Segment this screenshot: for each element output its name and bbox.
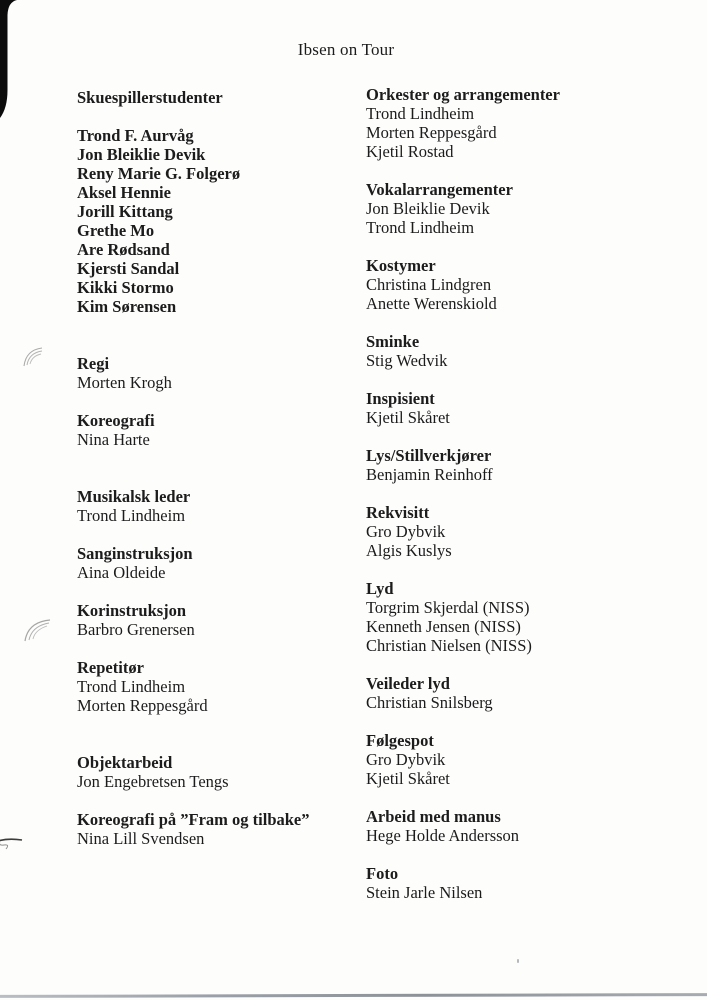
credit-section-heading: Veileder lyd — [366, 674, 450, 693]
credit-section-heading: Arbeid med manus — [366, 807, 501, 826]
credit-name: Christian Snilsberg — [366, 693, 493, 712]
credit-section — [366, 807, 696, 845]
credit-section-heading: Følgespot — [366, 731, 434, 750]
credit-name: Grethe Mo — [77, 221, 155, 240]
credit-section-names — [366, 693, 696, 712]
credit-section-heading: Vokalarrangementer — [366, 180, 513, 199]
credit-section-names — [77, 430, 369, 449]
pen-mark-icon — [20, 340, 50, 372]
credit-name: Stig Wedvik — [366, 351, 448, 370]
credit-section-heading: Foto — [366, 864, 399, 883]
credit-name: Kjetil Rostad — [366, 142, 454, 161]
credit-name: Jon Bleiklie Devik — [77, 145, 206, 164]
credit-section-names — [366, 104, 696, 161]
credit-name: Barbro Grenersen — [77, 620, 195, 639]
credit-name: Benjamin Reinhoff — [366, 465, 493, 484]
credit-name: Kim Sørensen — [77, 297, 177, 316]
credit-name: Torgrim Skjerdal (NISS) — [366, 598, 530, 617]
credit-section-names — [77, 373, 369, 392]
credit-name: Christina Lindgren — [366, 275, 492, 294]
credit-section — [77, 411, 369, 449]
credit-section — [77, 544, 369, 582]
credit-name: Kjetil Skåret — [366, 769, 450, 788]
credit-section-names — [366, 408, 696, 427]
credit-name: Jorill Kittang — [77, 202, 173, 221]
credit-name: Trond Lindheim — [366, 104, 475, 123]
credit-section-names — [77, 126, 369, 316]
credit-section-heading: Rekvisitt — [366, 503, 430, 522]
credit-section-names — [366, 883, 696, 902]
credit-name: Trond Lindheim — [77, 677, 186, 696]
credit-name: Trond F. Aurvåg — [77, 126, 194, 145]
pen-mark-icon — [0, 832, 28, 858]
credit-section-names — [366, 275, 696, 313]
credit-name: Gro Dybvik — [366, 522, 446, 541]
credit-name: Morten Reppesgård — [366, 123, 497, 142]
credit-section-names — [366, 465, 696, 484]
credit-section-names — [77, 772, 369, 791]
credit-section-heading: Sanginstruksjon — [77, 544, 193, 563]
credit-section — [366, 180, 696, 237]
credit-name: Aksel Hennie — [77, 183, 171, 202]
credit-name: Kenneth Jensen (NISS) — [366, 617, 521, 636]
credit-name: Anette Werenskiold — [366, 294, 497, 313]
credit-name: Algis Kuslys — [366, 541, 452, 560]
scan-speck-artifact — [517, 959, 519, 963]
credit-section-heading: Musikalsk leder — [77, 487, 191, 506]
credit-name: Jon Engebretsen Tengs — [77, 772, 229, 791]
credit-section — [366, 332, 696, 370]
credit-name: Nina Lill Svendsen — [77, 829, 205, 848]
credit-section-names — [366, 826, 696, 845]
credit-section-names — [77, 506, 369, 525]
credit-section-heading: Koreografi på ”Fram og tilbake” — [77, 810, 310, 829]
credit-name: Trond Lindheim — [77, 506, 186, 525]
credit-name: Jon Bleiklie Devik — [366, 199, 490, 218]
credit-section-heading: Skuespillerstudenter — [77, 88, 223, 107]
credit-name: Reny Marie G. Folgerø — [77, 164, 241, 183]
credit-section-names — [366, 351, 696, 370]
credit-name: Kjetil Skåret — [366, 408, 450, 427]
credit-name: Christian Nielsen (NISS) — [366, 636, 532, 655]
credit-section — [366, 579, 696, 655]
credit-section — [77, 487, 369, 525]
credit-name: Stein Jarle Nilsen — [366, 883, 483, 902]
credit-section-heading: Sminke — [366, 332, 420, 351]
credit-name: Aina Oldeide — [77, 563, 166, 582]
credit-name: Trond Lindheim — [366, 218, 475, 237]
credit-section-heading: Koreografi — [77, 411, 155, 430]
credit-section — [77, 753, 369, 791]
credit-section — [77, 88, 369, 316]
credit-section-heading: Objektarbeid — [77, 753, 173, 772]
credit-name: Kjersti Sandal — [77, 259, 180, 278]
credit-section — [366, 864, 696, 902]
credit-name: Kikki Stormo — [77, 278, 174, 297]
credit-section-heading: Repetitør — [77, 658, 144, 677]
credit-section-heading: Kostymer — [366, 256, 436, 275]
credit-section-heading: Korinstruksjon — [77, 601, 187, 620]
credit-section-names — [77, 677, 369, 715]
credit-section — [77, 658, 369, 715]
credit-section — [366, 731, 696, 788]
credit-name: Gro Dybvik — [366, 750, 446, 769]
credit-section — [77, 810, 369, 848]
credits-column-left — [77, 69, 369, 848]
credit-section — [77, 354, 369, 392]
credit-section-heading: Orkester og arrangementer — [366, 85, 560, 104]
credit-name: Nina Harte — [77, 430, 150, 449]
credit-section-names — [366, 199, 696, 237]
credit-section — [77, 601, 369, 639]
credit-section-names — [366, 750, 696, 788]
credit-section-names — [366, 598, 696, 655]
credit-section — [366, 256, 696, 313]
scan-bottom-edge-artifact — [0, 993, 707, 998]
credit-section-names — [77, 829, 369, 848]
credit-section — [366, 446, 696, 484]
credit-section — [366, 389, 696, 427]
credit-section-heading: Lys/Stillverkjører — [366, 446, 492, 465]
credit-name: Are Rødsand — [77, 240, 170, 259]
credit-section-heading: Lyd — [366, 579, 394, 598]
credit-section — [366, 674, 696, 712]
credit-name: Hege Holde Andersson — [366, 826, 520, 845]
credits-column-right — [366, 85, 696, 902]
credit-section — [366, 503, 696, 560]
scan-corner-artifact — [0, 0, 22, 122]
credit-section-heading: Regi — [77, 354, 110, 373]
credit-section-names — [77, 563, 369, 582]
pen-mark-icon — [20, 613, 58, 647]
credit-section-names — [366, 522, 696, 560]
credit-section-heading: Inspisient — [366, 389, 435, 408]
page-title: Ibsen on Tour — [297, 40, 395, 59]
credit-name: Morten Krogh — [77, 373, 172, 392]
credit-section — [366, 85, 696, 161]
credit-section-names — [77, 620, 369, 639]
credit-name: Morten Reppesgård — [77, 696, 208, 715]
